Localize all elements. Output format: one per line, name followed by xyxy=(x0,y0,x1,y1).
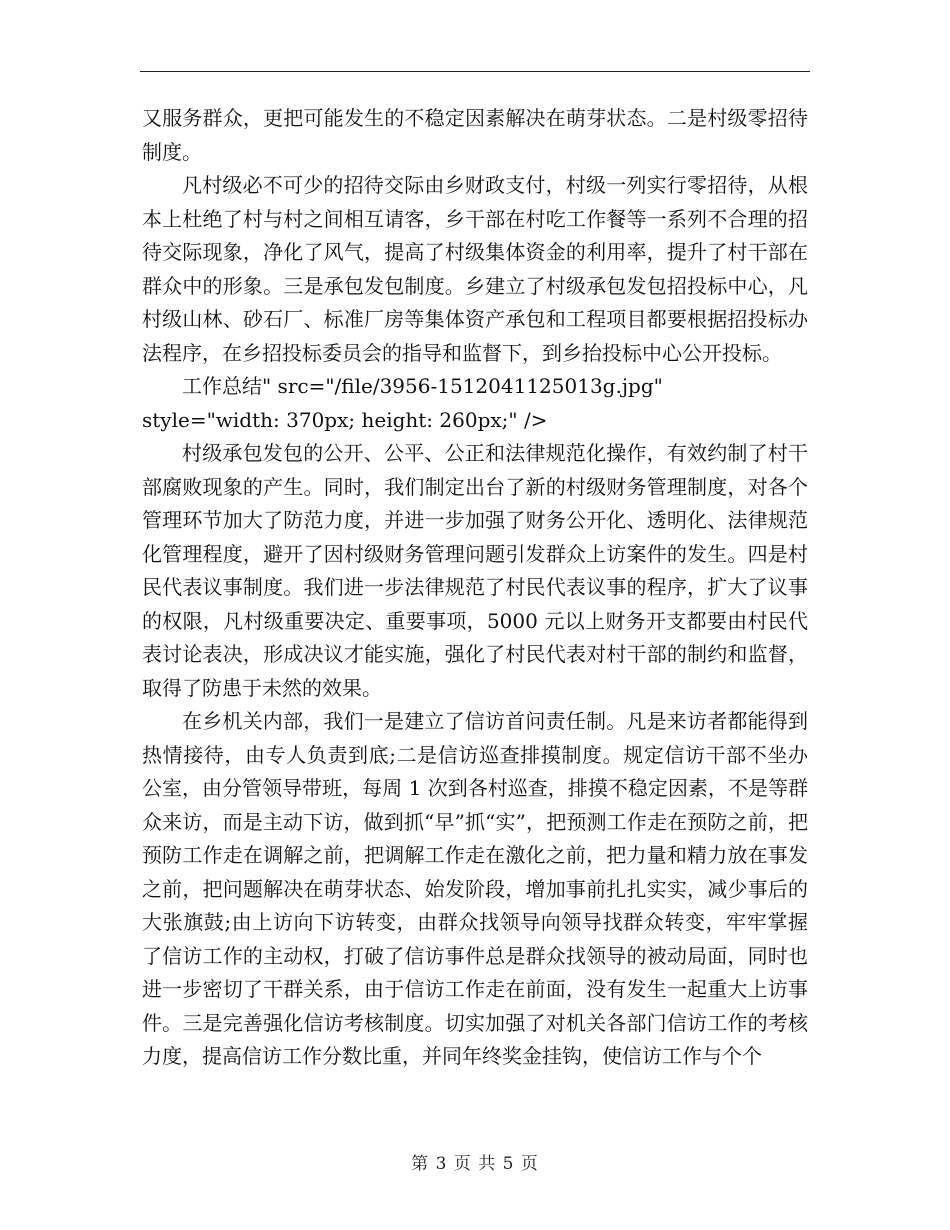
paragraph-4: 村级承包发包的公开、公平、公正和法律规范化操作，有效约制了村干部腐败现象的产生。同时，我们制定出台了新的村级财务管理制度，对各个管理环节加大了防范力度，并进一步加强了财务公开化、透明化、法律规范化管理程度，避开了因村级财务管理问题引发群众上访案件的发生。四是村民代表议事制度。我们进一步法律规范了村民代表议事的程序，扩大了议事的权限，凡村级重要决定、重要事项，5000 元以上财务开支都要由村民代表讨论表决，形成决议才能实施，强化了村民代表对村干部的制约和监督，取得了防患于未然的效果。 xyxy=(142,441,808,700)
paragraph-5: 在乡机关内部，我们一是建立了信访首问责任制。凡是来访者都能得到热情接待，由专人负责到底;二是信访巡查排摸制度。规定信访干部不坐办公室，由分管领导带班，每周 1 次到各村巡查，排摸不稳定因素，不是等群众来访，而是主动下访，做到抓“早”抓“实”，把预测工作走在预防之前，把预防工作走在调解之前，把调解工作走在激化之前，把力量和精力放在事发之前，把问题解决在萌芽状态、始发阶段，增加事前扎扎实实，减少事后的大张旗鼓;由上访向下访转变，由群众找领导向领导找群众转变，牢牢掌握了信访工作的主动权，打破了信访事件总是群众找领导的被动局面，同时也进一步密切了干群关系，由于信访工作走在前面，没有发生一起重大上访事件。三是完善强化信访考核制度。切实加强了对机关各部门信访工作的考核力度，提高信访工作分数比重，并同年终奖金挂钩，使信访工作与个个 xyxy=(142,709,808,1068)
paragraph-2: 凡村级必不可少的招待交际由乡财政支付，村级一列实行零招待，从根本上杜绝了村与村之间相互请客，乡干部在村吃工作餐等一系列不合理的招待交际现象，净化了风气，提高了村级集体资金的利用率，提升了村干部在群众中的形象。三是承包发包制度。乡建立了村级承包发包招投标中心，凡村级山林、砂石厂、标准厂房等集体资产承包和工程项目都要根据招投标办法程序，在乡招投标委员会的指导和监督下，到乡抬投标中心公开投标。 xyxy=(142,173,808,365)
paragraph-1: 又服务群众，更把可能发生的不稳定因素解决在萌芽状态。二是村级零招待制度。 xyxy=(142,106,808,164)
document-body xyxy=(142,102,808,1074)
paragraph-3-image-markup-residue: 工作总结" src="/file/3956-1512041125013g.jpg" style="width: 370px; height: 260px;" /> xyxy=(142,374,663,432)
header-divider xyxy=(140,71,810,72)
page-number-footer: 第 3 页 共 5 页 xyxy=(411,1154,539,1174)
